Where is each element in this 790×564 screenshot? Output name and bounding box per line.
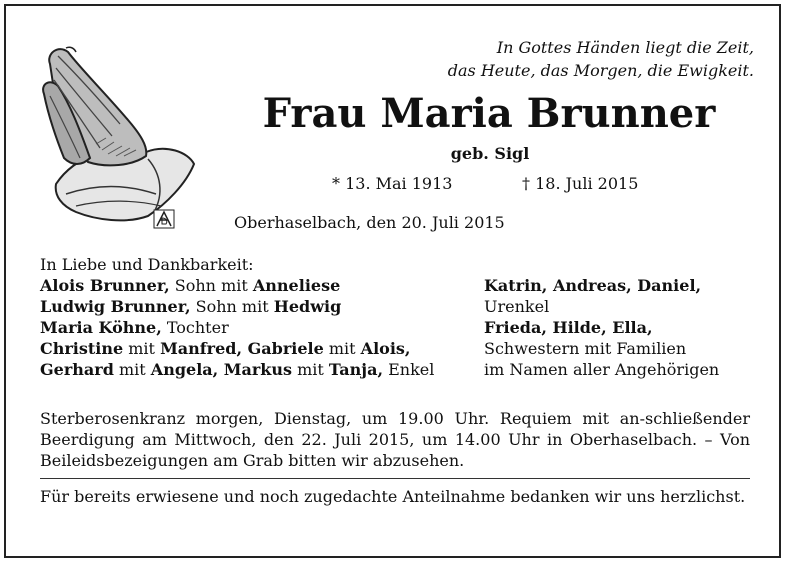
mourner-text: Katrin, Andreas, Daniel, <box>484 276 702 295</box>
mourner-text: Ludwig Brunner, <box>40 297 191 316</box>
thanks-note: Für bereits erwiesene und noch zugedachte Anteilnahme bedanken wir uns herzlichst. <box>40 487 746 506</box>
mourner-text: Frieda, Hilde, Ella, <box>484 318 653 337</box>
mourners-intro: In Liebe und Dankbarkeit: <box>40 255 254 274</box>
mourner-text: Alois Brunner, <box>40 276 170 295</box>
mourner-text: Sohn mit <box>190 297 274 316</box>
mourners-right-column <box>484 254 774 380</box>
mourners-left-column <box>40 254 480 380</box>
mourner-line <box>484 359 774 380</box>
mourner-line <box>484 275 774 296</box>
quote-line-1: In Gottes Händen liegt die Zeit, <box>496 38 754 57</box>
mourner-line <box>40 338 480 359</box>
mourner-text: Maria Köhne, <box>40 318 162 337</box>
mourner-text: Manfred, Gabriele <box>160 339 324 358</box>
mourner-text: Tochter <box>161 318 229 337</box>
mourner-text: Sohn mit <box>169 276 253 295</box>
mourner-text: mit <box>123 339 161 358</box>
mourner-line <box>484 317 774 338</box>
mourner-text: Tanja, <box>328 360 384 379</box>
mourner-text: Angela, Markus <box>150 360 293 379</box>
mourner-text: Christine <box>40 339 124 358</box>
memorial-quote <box>380 36 754 82</box>
mourner-text: Gerhard <box>40 360 114 379</box>
mourner-text: Alois, <box>360 339 411 358</box>
mourner-line <box>484 296 774 317</box>
mourner-line <box>40 275 480 296</box>
deceased-name: Frau Maria Brunner <box>262 90 716 137</box>
mourner-text: Urenkel <box>484 297 550 316</box>
funeral-notice: Sterberosenkranz morgen, Dienstag, um 19.00 Uhr. Requiem mit an-schließender Beerdigung am Mittwoch, den 22. Juli 2015, um 14.00 Uhr in Oberhaselbach. – Von Beileidsbezeigungen am Grab bitten wir abzusehen. <box>40 409 750 470</box>
birth-date: * 13. Mai 1913 <box>332 174 453 193</box>
place-and-date: Oberhaselbach, den 20. Juli 2015 <box>234 213 505 232</box>
mourner-text: Hedwig <box>273 297 342 316</box>
quote-line-2: das Heute, das Morgen, die Ewigkeit. <box>447 61 754 80</box>
mourner-text: mit <box>113 360 151 379</box>
divider <box>40 478 750 479</box>
mourner-line <box>40 359 480 380</box>
mourner-text: im Namen aller Angehörigen <box>484 360 720 379</box>
mourner-line <box>484 338 774 359</box>
mourner-line <box>40 317 480 338</box>
mourner-text: Anneliese <box>252 276 341 295</box>
mourner-text: Schwestern mit Familien <box>484 339 687 358</box>
mourner-text: Enkel <box>383 360 435 379</box>
maiden-name: geb. Sigl <box>450 144 530 163</box>
mourner-text: mit <box>292 360 329 379</box>
mourner-text: mit <box>323 339 361 358</box>
mourner-line <box>40 296 480 317</box>
monogram-icon <box>154 210 174 228</box>
praying-hands-icon <box>36 34 200 234</box>
death-date: † 18. Juli 2015 <box>522 174 639 193</box>
